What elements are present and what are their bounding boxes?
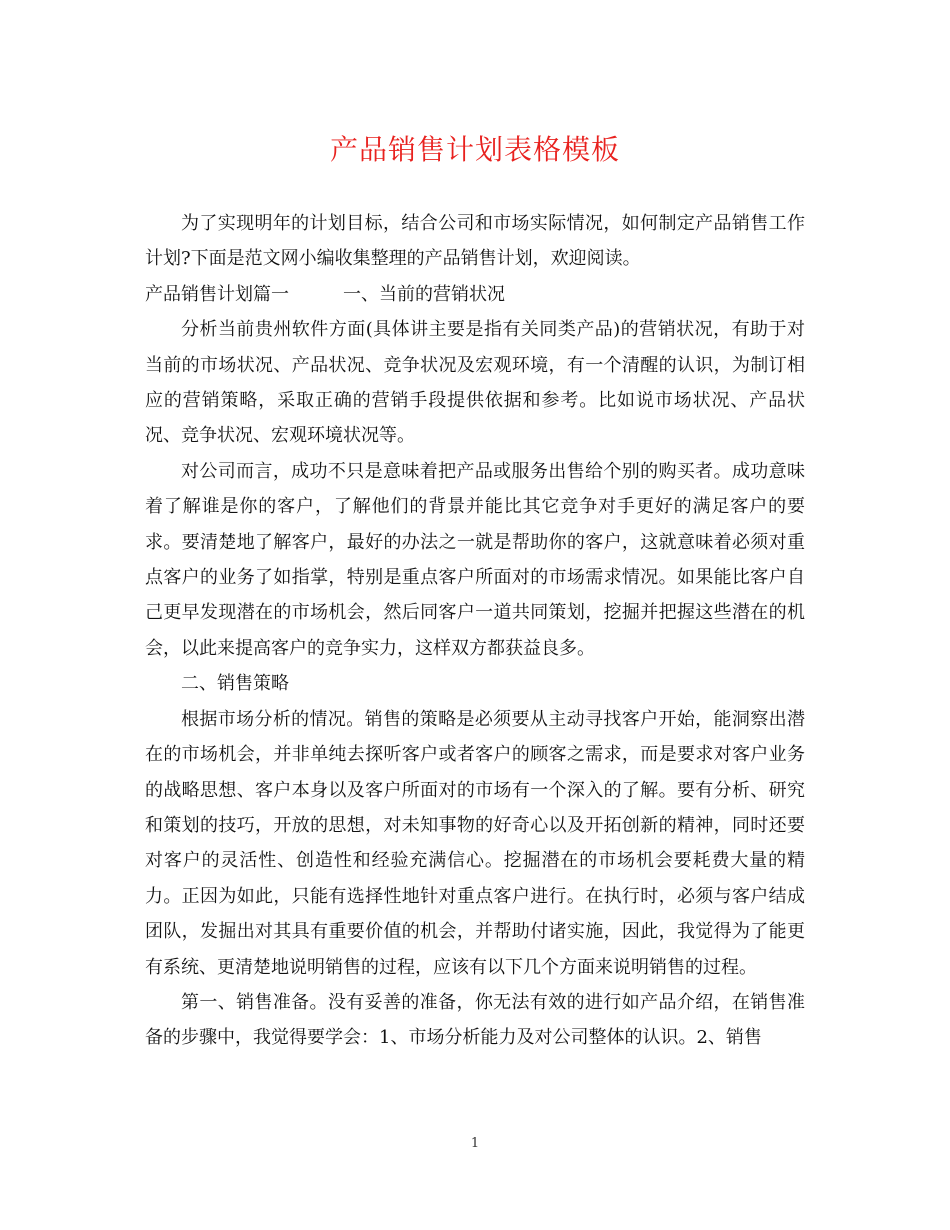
section-heading-sales-strategy: 二、销售策略 [181,673,289,695]
document-title: 产品销售计划表格模板 [329,133,620,166]
section-heading-current-marketing: 产品销售计划篇一 一、当前的营销状况 [145,283,505,305]
sales-strategy-paragraph: 根据市场分析的情况。销售的策略是必须要从主动寻找客户开始，能洞察出潜在的市场机会，并非单纯去探听客户或者客户的顾客之需求，而是要求对客户业务的战略思想、客户本身以及客户所面对的市场有一个深入的了解。要有分析、研究和策划的技巧，开放的思想，对未知事物的好奇心以及开拓创新的精神，同时还要对客户的灵活性、创造性和经验充满信心。挖掘潜在的市场机会要耗费大量的精力。正因为如此，只能有选择性地针对重点客户进行。在执行时，必须与客户结成团队，发掘出对其具有重要价值的机会，并帮助付诸实施，因此，我觉得为了能更有系统、更清楚地说明销售的过程，应该有以下几个方面来说明销售的过程。 [145,708,805,978]
sales-preparation-paragraph: 第一、销售准备。没有妥善的准备，你无法有效的进行如产品介绍，在销售准备的步骤中，我觉得要学会：1、市场分析能力及对公司整体的认识。2、销售 [145,991,805,1049]
intro-paragraph: 为了实现明年的计划目标，结合公司和市场实际情况，如何制定产品销售工作计划?下面是范文网小编收集整理的产品销售计划，欢迎阅读。 [145,213,805,270]
document-body [145,206,805,1056]
market-analysis-paragraph: 分析当前贵州软件方面(具体讲主要是指有关同类产品)的营销状况，有助于对当前的市场状况、产品状况、竞争状况及宏观环境，有一个清醒的认识，为制订相应的营销策略，采取正确的营销手段提供依据和参考。比如说市场状况、产品状况、竞争状况、宏观环境状况等。 [145,319,805,447]
page-number: 1 [470,1136,480,1151]
customer-success-paragraph: 对公司而言，成功不只是意味着把产品或服务出售给个别的购买者。成功意味着了解谁是你的客户，了解他们的背景并能比其它竞争对手更好的满足客户的要求。要清楚地了解客户，最好的办法之一就是帮助你的客户，这就意味着必须对重点客户的业务了如指掌，特别是重点客户所面对的市场需求情况。如果能比客户自己更早发现潜在的市场机会，然后同客户一道共同策划，挖掘并把握这些潜在的机会，以此来提高客户的竞争实力，这样双方都获益良多。 [145,460,805,659]
